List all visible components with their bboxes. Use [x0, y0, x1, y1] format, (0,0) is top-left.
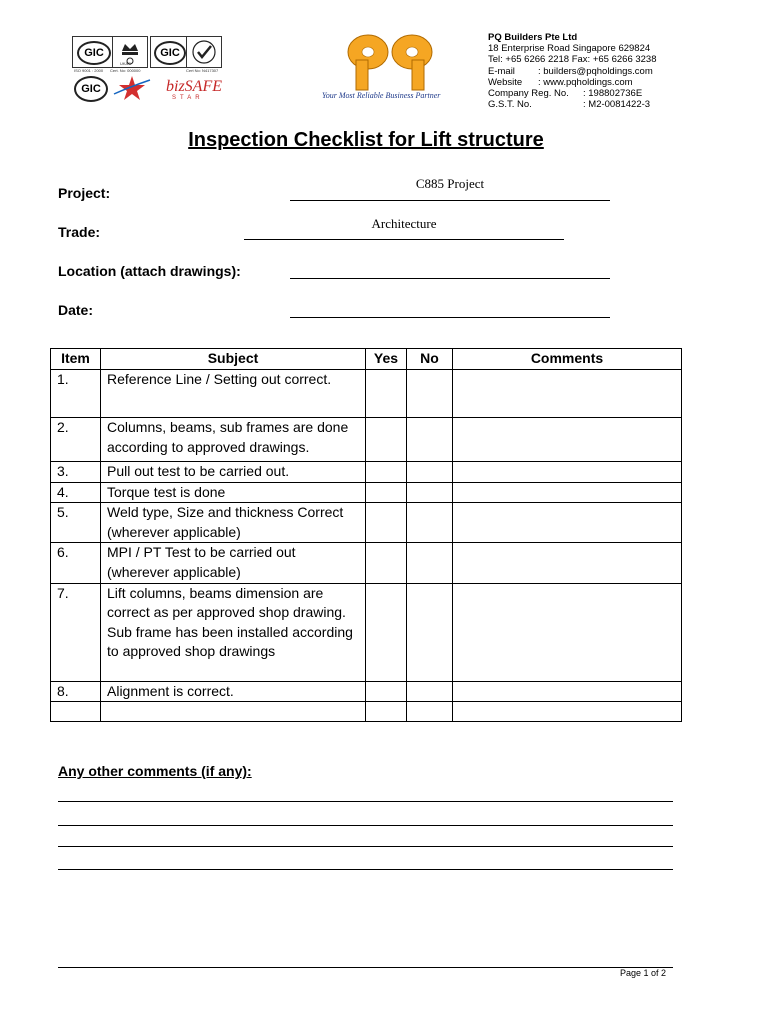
- comments-cell[interactable]: [453, 583, 682, 681]
- yes-cell[interactable]: [366, 418, 407, 462]
- company-tel-fax: Tel: +65 6266 2218 Fax: +65 6266 3238: [488, 54, 657, 66]
- company-reg-no: Company Reg. No. : 198802736E: [488, 88, 643, 100]
- table-row: [51, 462, 682, 483]
- yes-cell[interactable]: [366, 482, 407, 503]
- comments-cell[interactable]: [453, 370, 682, 418]
- comments-cell[interactable]: [453, 418, 682, 462]
- no-cell[interactable]: [407, 583, 453, 681]
- page-title: Inspection Checklist for Lift structure: [188, 129, 544, 151]
- item-number: 2.: [51, 418, 101, 462]
- bizsafe-text: bizSAFE: [166, 78, 222, 95]
- location-underline: [290, 278, 610, 279]
- column-header-no: No: [407, 349, 453, 370]
- table-row: [51, 702, 682, 722]
- yes-cell[interactable]: [366, 702, 407, 722]
- item-number: 8.: [51, 681, 101, 702]
- company-name: PQ Builders Pte Ltd: [488, 32, 578, 43]
- company-gst-no: G.S.T. No. : M2-0081422-3: [488, 99, 651, 111]
- column-header-yes: Yes: [366, 349, 407, 370]
- comment-line-4[interactable]: [58, 869, 673, 870]
- checkmark-seal-icon: [187, 37, 221, 67]
- comment-line-1[interactable]: [58, 801, 673, 802]
- yes-cell[interactable]: [366, 503, 407, 543]
- column-header-item: Item: [51, 349, 101, 370]
- item-number: [51, 702, 101, 722]
- iso-caption: ISO 9001 : 2000: [74, 68, 104, 73]
- column-header-subject: Subject: [101, 349, 366, 370]
- date-underline: [290, 317, 610, 318]
- item-subject: Reference Line / Setting out correct.: [101, 370, 366, 418]
- comments-cell[interactable]: [453, 681, 682, 702]
- no-cell[interactable]: [407, 482, 453, 503]
- trade-value[interactable]: Architecture: [371, 216, 437, 231]
- item-subject: Pull out test to be carried out.: [101, 462, 366, 483]
- no-cell[interactable]: [407, 370, 453, 418]
- column-header-comments: Comments: [453, 349, 682, 370]
- page-number: Page 1 of 2: [620, 968, 667, 978]
- yes-cell[interactable]: [366, 462, 407, 483]
- gic-logo-mark-3: GIC: [74, 76, 108, 102]
- no-cell[interactable]: [407, 702, 453, 722]
- ukas-caption: UKAS: [120, 61, 131, 66]
- cert-number-1: Cert. No: 000000: [110, 68, 141, 73]
- item-subject: [101, 702, 366, 722]
- company-address: 18 Enterprise Road Singapore 629824: [488, 43, 651, 55]
- location-label: Location (attach drawings):: [58, 263, 241, 279]
- table-row: [51, 503, 682, 543]
- date-label: Date:: [58, 302, 94, 318]
- no-cell[interactable]: [407, 543, 453, 583]
- gic-certification-logo-2: [150, 36, 188, 68]
- company-tagline: Your Most Reliable Business Partner: [322, 91, 441, 100]
- item-subject: Lift columns, beams dimension are correct as per approved shop drawing. Sub frame has been installed according to approved shop drawings: [101, 583, 366, 681]
- comments-cell[interactable]: [453, 702, 682, 722]
- quality-seal-logo: [186, 36, 222, 68]
- trade-label: Trade:: [58, 224, 101, 240]
- company-email: E-mail : builders@pqholdings.com: [488, 65, 653, 77]
- bizsafe-logo: [166, 78, 222, 104]
- table-row: [51, 543, 682, 583]
- item-subject: MPI / PT Test to be carried out (wherever applicable): [101, 543, 366, 583]
- item-subject: Weld type, Size and thickness Correct (wherever applicable): [101, 503, 366, 543]
- no-cell[interactable]: [407, 503, 453, 543]
- star-award-icon: [112, 74, 152, 102]
- item-number: 5.: [51, 503, 101, 543]
- comments-cell[interactable]: [453, 462, 682, 483]
- yes-cell[interactable]: [366, 681, 407, 702]
- company-website: Website : www.pqholdings.com: [488, 76, 633, 88]
- item-number: 3.: [51, 462, 101, 483]
- yes-cell[interactable]: [366, 370, 407, 418]
- gic-logo-mark: GIC: [77, 41, 111, 65]
- item-number: 1.: [51, 370, 101, 418]
- gic-certification-logo: [72, 36, 114, 68]
- pq-company-logo: [344, 30, 436, 92]
- comments-cell[interactable]: [453, 503, 682, 543]
- no-cell[interactable]: [407, 681, 453, 702]
- footer-divider: [58, 967, 673, 968]
- table-row: [51, 418, 682, 462]
- item-subject: Torque test is done: [101, 482, 366, 503]
- item-subject: Alignment is correct.: [101, 681, 366, 702]
- table-row: [51, 583, 682, 681]
- item-number: 4.: [51, 482, 101, 503]
- comment-line-2[interactable]: [58, 825, 673, 826]
- table-header-row: [51, 349, 682, 370]
- no-cell[interactable]: [407, 462, 453, 483]
- gic-logo-mark-2: GIC: [154, 41, 186, 65]
- comments-cell[interactable]: [453, 482, 682, 503]
- comments-cell[interactable]: [453, 543, 682, 583]
- no-cell[interactable]: [407, 418, 453, 462]
- trade-underline: [244, 239, 564, 240]
- company-details: [488, 32, 657, 110]
- project-underline: [290, 200, 610, 201]
- table-row: [51, 370, 682, 418]
- other-comments-label: Any other comments (if any):: [58, 763, 252, 779]
- item-subject: Columns, beams, sub frames are done according to approved drawings.: [101, 418, 366, 462]
- table-row: [51, 482, 682, 503]
- cert-number-2: Cert No: N417307: [186, 68, 219, 73]
- item-number: 6.: [51, 543, 101, 583]
- yes-cell[interactable]: [366, 583, 407, 681]
- yes-cell[interactable]: [366, 543, 407, 583]
- project-label: Project:: [58, 185, 111, 201]
- bizsafe-star-text: STAR: [172, 95, 204, 101]
- table-row: [51, 681, 682, 702]
- comment-line-3[interactable]: [58, 846, 673, 847]
- item-number: 7.: [51, 583, 101, 681]
- inspection-checklist-table: [50, 348, 682, 722]
- project-value[interactable]: C885 Project: [415, 176, 485, 191]
